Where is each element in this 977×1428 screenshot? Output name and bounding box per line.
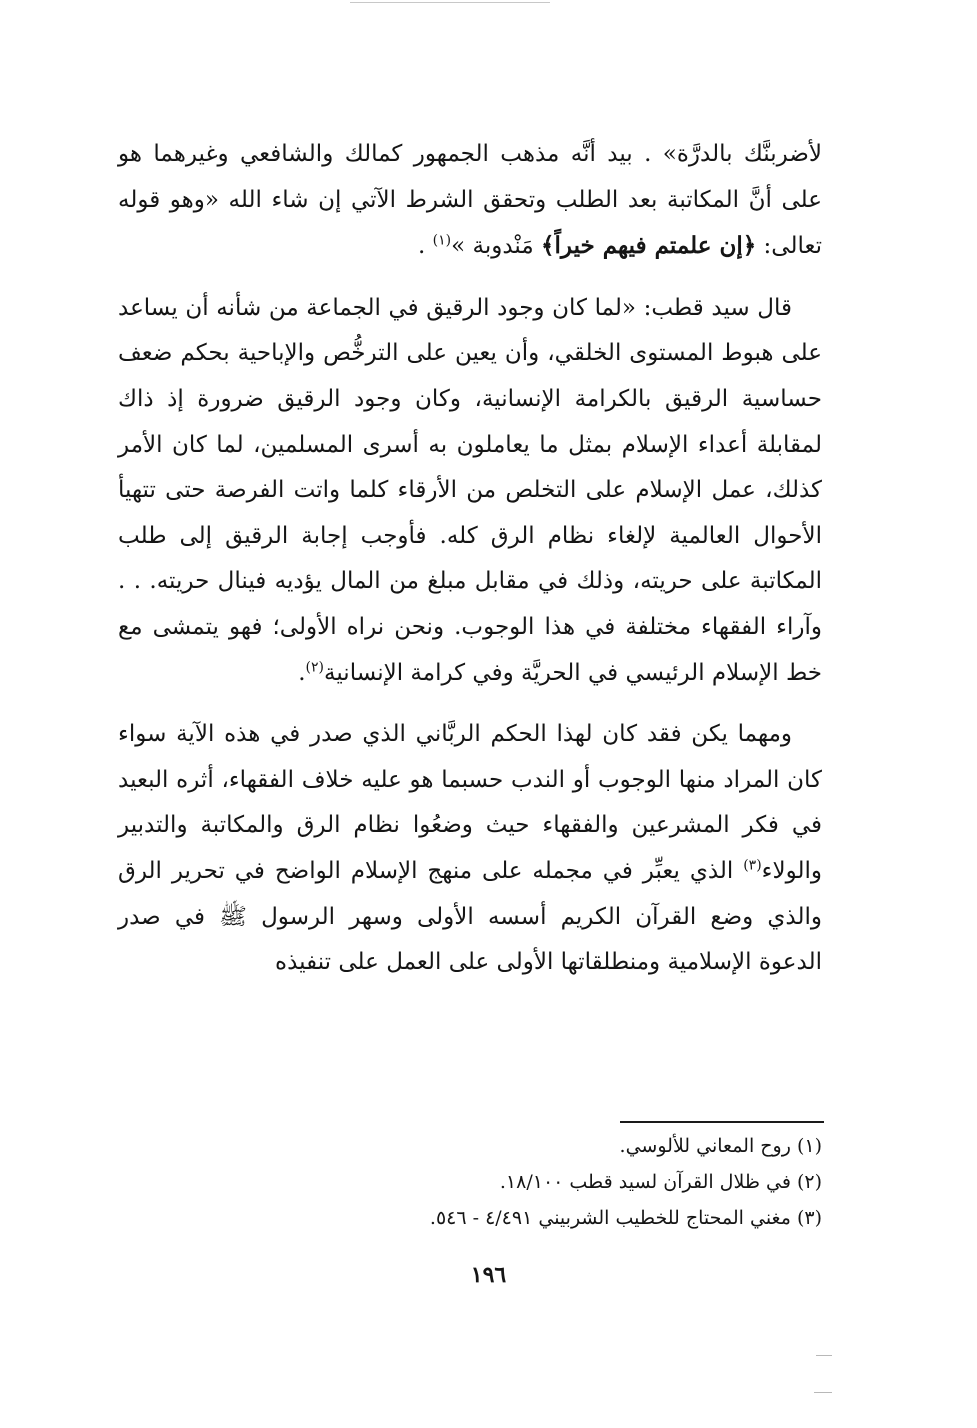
- top-rule: [350, 2, 550, 3]
- main-text: [118, 132, 822, 986]
- footnote-ref-2: (٢): [305, 658, 325, 675]
- scan-mark: [814, 1392, 832, 1393]
- footnotes: [118, 1128, 822, 1236]
- footnote-1: (١) روح المعاني للألوسي.: [619, 1135, 822, 1157]
- footnote-separator: [620, 1121, 824, 1123]
- page-number: ١٩٦: [470, 1262, 507, 1288]
- footnote-ref-3: (٣): [743, 857, 762, 874]
- footnote-3: (٣) مغني المحتاج للخطيب الشربيني ٤/٤٩١ - ٥٤٦.: [429, 1207, 822, 1229]
- footnote-2: (٢) في ظلال القرآن لسيد قطب ١٨/١٠٠.: [499, 1171, 822, 1193]
- paragraph-2-text: قال سيد قطب: «لما كان وجود الرقيق في الجماعة من شأنه أن يساعد على هبوط المستوى الخلقي، وأن يعين على الترخُّص والإباحية بحكم ضعف حساسية الرقيق بالكرامة الإنسانية، وكان وجود الرقيق ضرورة إذ ذاك لمقابلة أعداء الإسلام بمثل ما يعاملون به أسرى المسلمين، لما كان الأمر كذلك، عمل الإسلام على التخلص من الأرقاء كلما واتت الفرصة حتى تتهيأ الأحوال العالمية لإلغاء نظام الرق كله. فأوجب إجابة الرقيق إلى طلب المكاتبة على حريته، وذلك في مقابل مبلغ من المال يؤديه فينال حريته. . . وآراء الفقهاء مختلفة في هذا الوجوب. ونحن نراه الأولى؛ فهو يتمشى مع خط الإسلام الرئيسي في الحريَّة وفي كرامة الإنسانية: [118, 294, 822, 686]
- paragraph-2-end-mark: .: [298, 659, 306, 686]
- scan-mark: [816, 1355, 832, 1356]
- paragraph-1-text-end: مَنْدوبة »: [451, 233, 542, 260]
- paragraph-1-end-mark: .: [418, 233, 433, 260]
- paragraph-2: [118, 286, 822, 696]
- paragraph-3: [118, 712, 822, 986]
- footnote-ref-1: (١): [432, 232, 452, 249]
- paragraph-1: [118, 132, 822, 270]
- paragraph-1-text-start: لأضربنَّك بالدرَّة» . بيد أنَّه مذهب الجمهور كمالك والشافعي وغيرهما هو على أنَّ المكاتبة بعد الطلب وتحقق الشرط الآتي إن شاء الله «وهو قوله تعالى:: [118, 141, 822, 260]
- quran-verse: ﴿إن علمتم فيهم خيراً﴾: [541, 232, 757, 260]
- paragraph-3-text-start: ومهما يكن فقد كان لهذا الحكم الربَّاني الذي صدر في هذه الآية سواء كان المراد منها الوجوب أو الندب حسبما هو عليه خلاف الفقهاء، أثره البعيد في فكر المشرعين والفقهاء حيث وضعُوا نظام الرق والمكاتبة والتدبير والولاء: [118, 721, 822, 884]
- paragraph-3-text-end: الذي يعبِّر في مجمله على منهج الإسلام الواضح في تحرير الرق والذي وضع القرآن الكريم أسسه الأولى وسهر الرسول ﷺ في صدر الدعوة الإسلامية ومنطلقاتها الأولى على العمل على تنفيذه: [118, 857, 822, 976]
